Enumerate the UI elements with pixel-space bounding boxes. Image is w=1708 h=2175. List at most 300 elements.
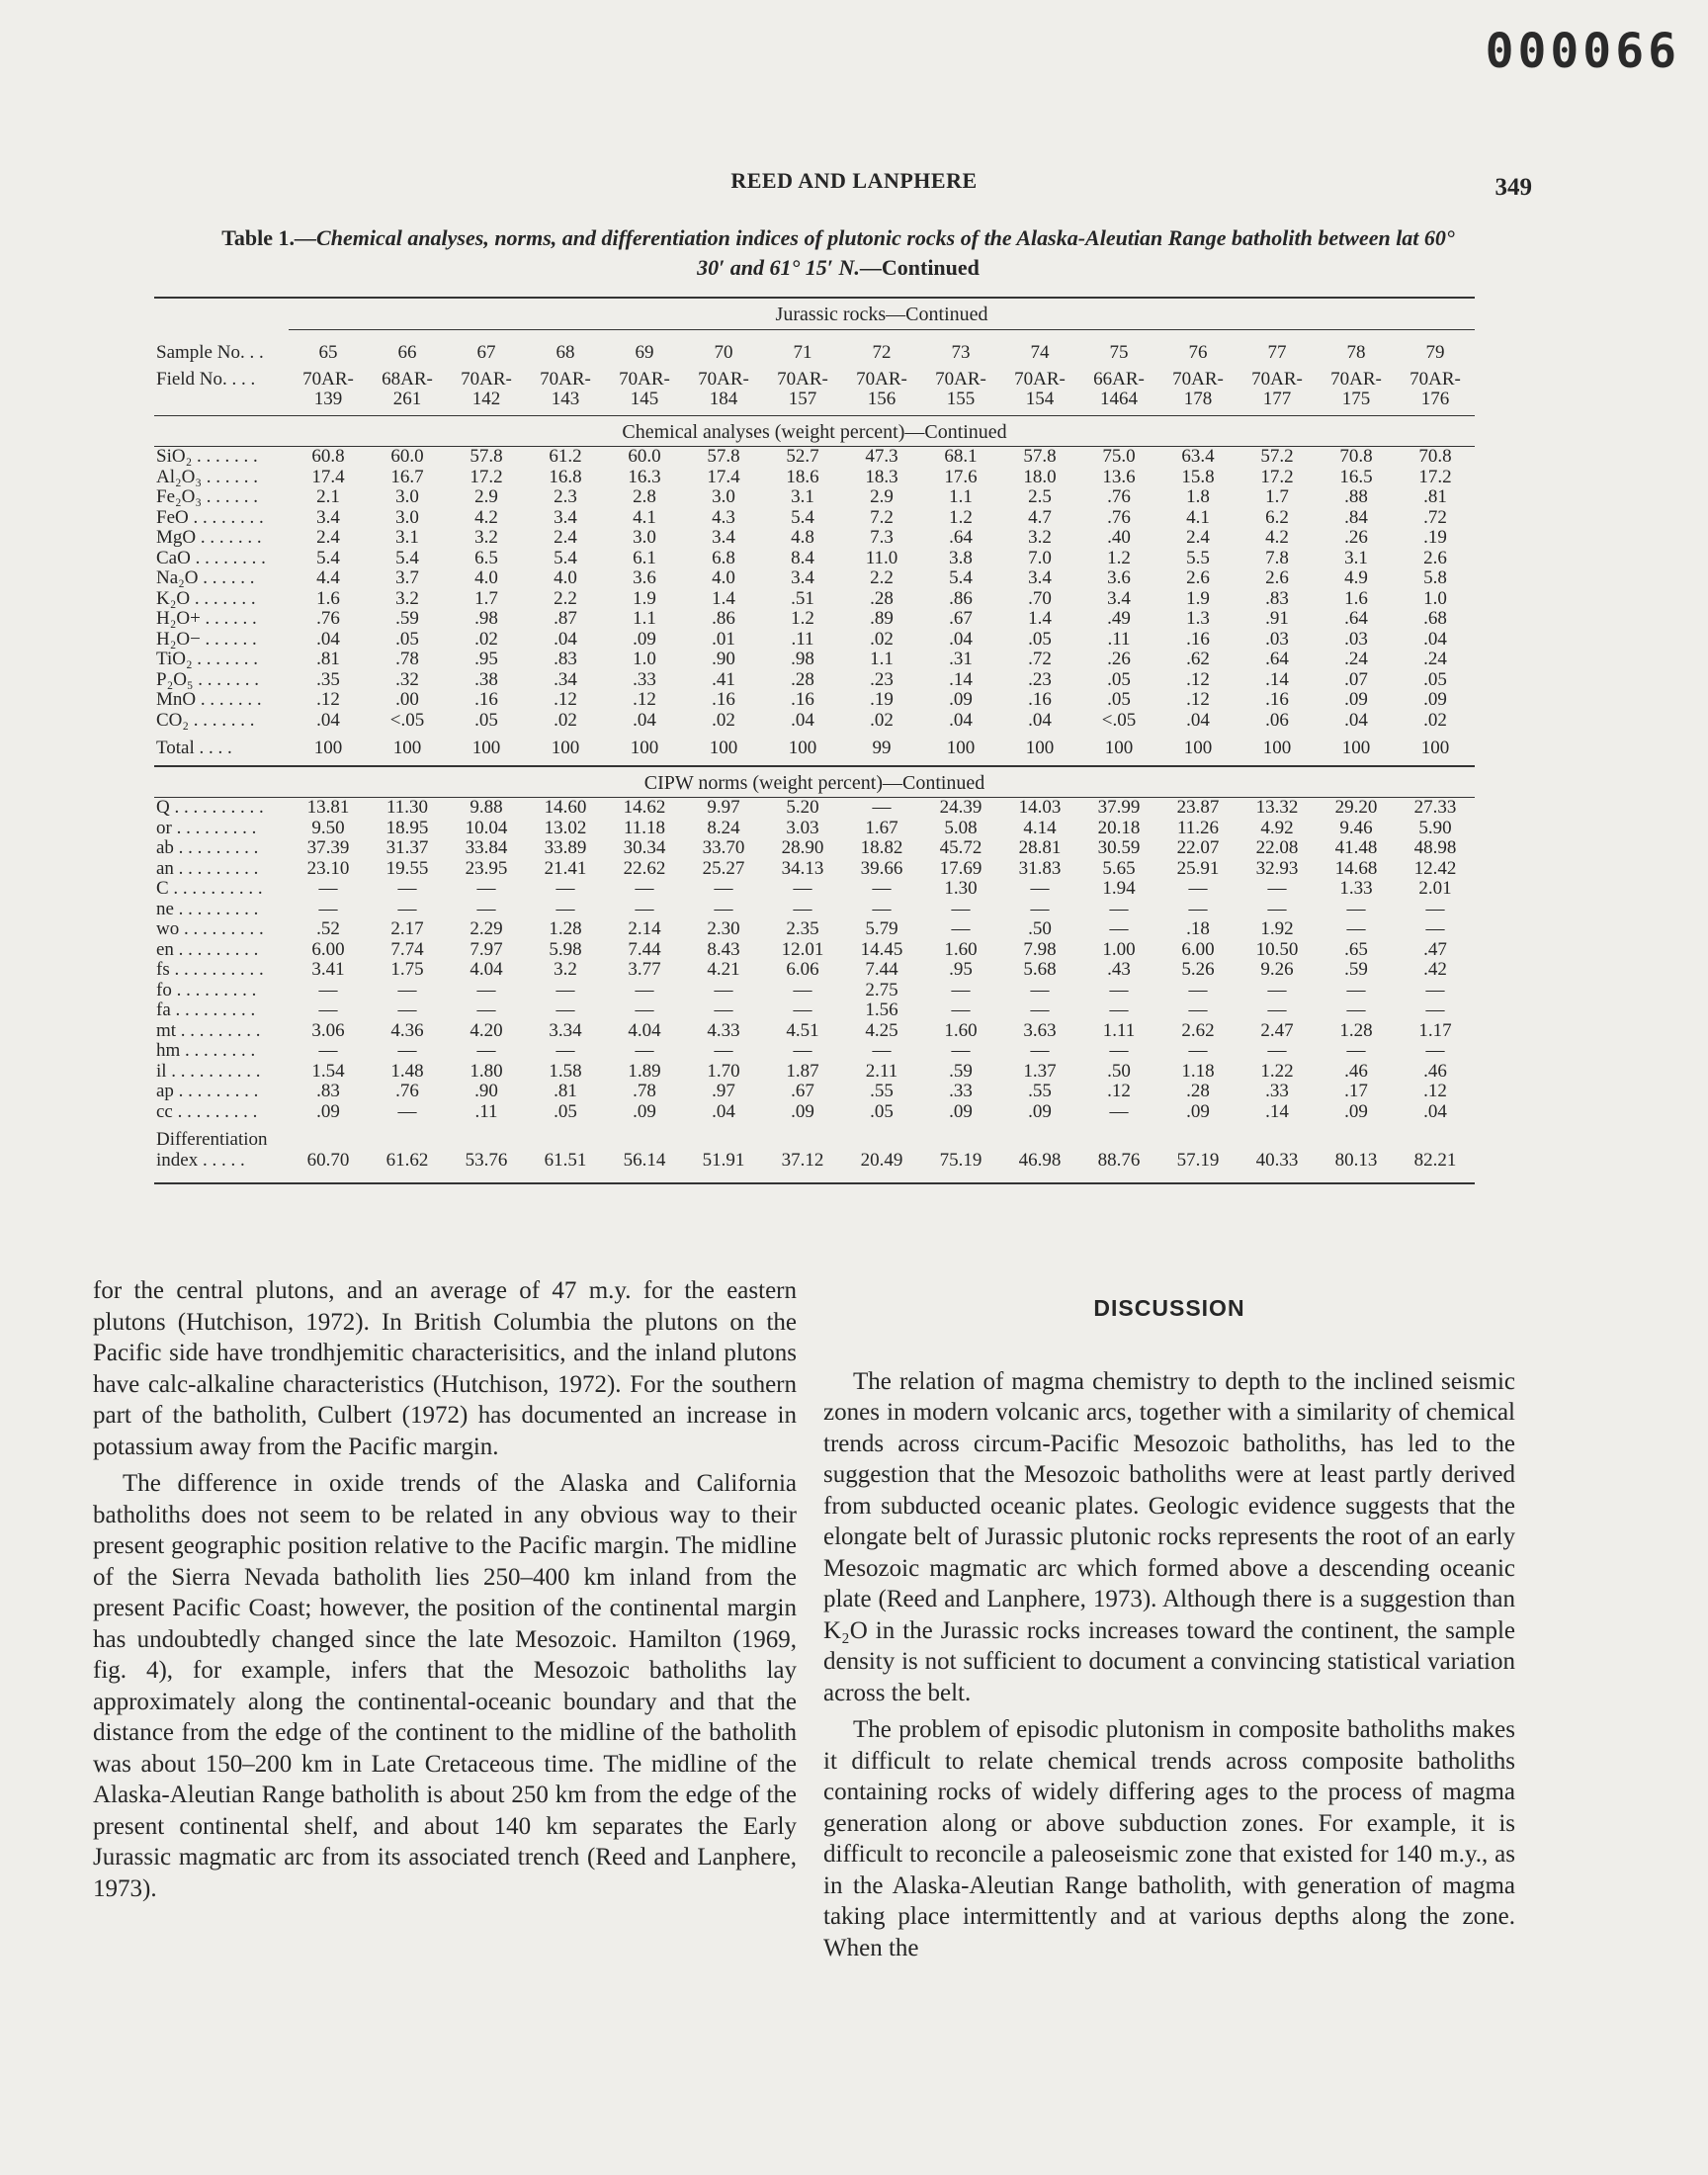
table-cell: .89 [870, 608, 894, 629]
table-cell: .12 [1423, 1081, 1447, 1101]
table-cell: 5.4 [949, 567, 973, 588]
cipw-header-row [154, 766, 1475, 798]
table-cell: .04 [1186, 709, 1210, 731]
sample-number: 77 [1267, 342, 1287, 363]
sample-number: 66 [397, 342, 417, 363]
table-cell: .14 [1265, 668, 1289, 690]
field-number-prefix: 70AR- [698, 368, 749, 390]
table-cell: 3.1 [791, 486, 814, 507]
table-cell: — [1188, 979, 1208, 1000]
table-cell: — [1267, 1000, 1287, 1020]
table-cell: 2.2 [870, 567, 894, 588]
table-cell: 3.2 [554, 959, 577, 980]
field-number-prefix: 70AR- [619, 368, 670, 390]
table-cell: .18 [1186, 918, 1210, 939]
table-cell: .09 [949, 689, 973, 710]
table-cell: 14.03 [1018, 797, 1062, 818]
table-cell: 3.77 [628, 959, 661, 980]
field-number-prefix: 70AR- [1172, 368, 1224, 390]
cipw-row [154, 1021, 1475, 1042]
field-number-suffix: 177 [1262, 388, 1292, 409]
table-cell: .04 [1028, 709, 1052, 731]
table-caption [215, 223, 1461, 283]
table-cell: 34.13 [781, 857, 824, 879]
table-cell: 17.2 [1260, 466, 1294, 487]
table-cell: 3.63 [1023, 1019, 1057, 1041]
di-cell: 61.62 [385, 1149, 429, 1171]
di-cell: 82.21 [1413, 1149, 1457, 1171]
table-cell: — [951, 1000, 971, 1020]
table-cell: .11 [1107, 628, 1131, 650]
table-cell: — [872, 898, 892, 919]
table-cell: .26 [1344, 527, 1368, 548]
table-cell: .81 [1423, 486, 1447, 507]
table-cell: .65 [1344, 938, 1368, 960]
row-label: Na₂O . . . . . . [156, 567, 255, 588]
table-cell: — [1346, 918, 1366, 939]
table-cell: 6.5 [474, 547, 498, 568]
table-cell: 22.62 [623, 857, 666, 879]
table-cell: .23 [1028, 668, 1052, 690]
total-cell: 100 [788, 738, 817, 758]
table-cell: .02 [1423, 709, 1447, 731]
group-header: Jurassic rocks—Continued [289, 298, 1475, 329]
table-cell: .95 [474, 649, 498, 669]
table-cell: 57.8 [470, 446, 503, 467]
table-cell: 7.44 [865, 959, 898, 980]
table-cell: .33 [633, 668, 656, 690]
table-cell: 3.41 [311, 959, 345, 980]
table-cell: 1.9 [633, 587, 656, 609]
table-cell: .04 [554, 628, 577, 650]
table-cell: 3.2 [1028, 527, 1052, 548]
table-cell: 61.2 [549, 446, 582, 467]
table-cell: .70 [1028, 587, 1052, 609]
table-cell: 1.48 [390, 1060, 424, 1082]
caption-lead: Table 1. [221, 225, 296, 250]
chem-row [154, 690, 1475, 711]
field-number-prefix: 68AR- [382, 368, 433, 390]
table-cell: — [318, 979, 338, 1000]
table-cell: — [951, 918, 971, 939]
table-cell: .05 [554, 1100, 577, 1122]
table-cell: 57.8 [1023, 446, 1057, 467]
table-cell: 3.2 [395, 587, 419, 609]
table-cell: 3.7 [395, 567, 419, 588]
cipw-row [154, 798, 1475, 819]
table-cell: .16 [791, 689, 814, 710]
table-cell: 1.1 [633, 608, 656, 629]
field-number [1317, 364, 1396, 409]
row-label: an . . . . . . . . . [156, 857, 259, 879]
table-cell: .46 [1423, 1060, 1447, 1082]
table-cell: 5.65 [1102, 857, 1136, 879]
table-cell: 1.1 [949, 486, 973, 507]
chem-row [154, 711, 1475, 732]
table-cell: 1.2 [791, 608, 814, 629]
table-cell: 3.2 [474, 527, 498, 548]
data-table [154, 297, 1475, 1184]
table-cell: 52.7 [786, 446, 819, 467]
field-number-prefix: 70AR- [1409, 368, 1461, 390]
table-cell: — [1030, 878, 1050, 899]
table-cell: .86 [949, 587, 973, 609]
row-label: ab . . . . . . . . . [156, 837, 259, 858]
table-cell: .04 [949, 709, 973, 731]
table-cell: 1.87 [786, 1060, 819, 1082]
row-label: H₂O+ . . . . . . [156, 608, 257, 629]
table-cell: — [1188, 1000, 1208, 1020]
table-cell: .43 [1107, 959, 1131, 980]
table-cell: 1.30 [944, 878, 978, 899]
table-cell: 2.3 [554, 486, 577, 507]
table-cell: — [635, 1000, 654, 1020]
di-cell: 60.70 [306, 1149, 350, 1171]
table-cell: 68.1 [944, 446, 978, 467]
table-cell: .24 [1423, 649, 1447, 669]
table-cell: — [476, 878, 496, 899]
table-cell: 13.02 [544, 817, 587, 838]
field-number [605, 364, 684, 409]
chem-rows [154, 447, 1475, 732]
table-cell: .46 [1344, 1060, 1368, 1082]
field-number [447, 364, 526, 409]
table-cell: .51 [791, 587, 814, 609]
table-cell: .50 [1028, 918, 1052, 939]
total-cell: 100 [1025, 738, 1055, 758]
table-cell: <.05 [1101, 709, 1137, 731]
table-cell: 39.66 [860, 857, 903, 879]
table-cell: .87 [554, 608, 577, 629]
table-cell: 1.94 [1102, 878, 1136, 899]
table-cell: — [1346, 1040, 1366, 1061]
table-cell: — [555, 1000, 575, 1020]
document-stamp: 000066 [1485, 24, 1680, 79]
table-cell: .33 [1265, 1081, 1289, 1101]
table-cell: 6.1 [633, 547, 656, 568]
table-cell: .28 [1186, 1081, 1210, 1101]
paragraph: The relation of magma chemistry to depth to the inclined seismic zones in modern volcanic arcs, together with a similarity of chemical trends across circum-Pacific Mesozoic batholiths, has led to the suggestion that the Mesozoic batholiths were at least partly derived from subducted oceanic plates. Geologic evidence suggests that the elongate belt of Jurassic plutonic rocks represents the root of an early Mesozoic magmatic arc which formed above a descending oceanic plate (Reed and Lanphere, 1973). Although there is a suggestion than K₂O in the Jurassic rocks increases toward the continent, the sample density is not sufficient to document a convincing statistical variation across the belt. [823, 1367, 1515, 1706]
table-cell: — [1030, 1000, 1050, 1020]
row-label: Fe₂O₃ . . . . . . [156, 486, 258, 507]
table-cell: 3.4 [1107, 587, 1131, 609]
table-cell: 5.8 [1423, 567, 1447, 588]
table-cell: .31 [949, 649, 973, 669]
field-number-suffix: 178 [1183, 388, 1213, 409]
table-cell: — [318, 1000, 338, 1020]
table-cell: 1.33 [1339, 878, 1373, 899]
table-cell: .83 [1265, 587, 1289, 609]
table-cell: 2.6 [1265, 567, 1289, 588]
field-number-suffix: 155 [946, 388, 976, 409]
table-cell: 60.0 [390, 446, 424, 467]
field-number [368, 364, 447, 409]
table-cell: .09 [1423, 689, 1447, 710]
cipw-row [154, 900, 1475, 920]
table-cell: 4.0 [712, 567, 735, 588]
table-cell: 4.4 [316, 567, 340, 588]
table-cell: 2.29 [470, 918, 503, 939]
table-cell: 32.93 [1255, 857, 1299, 879]
table-cell: .19 [870, 689, 894, 710]
total-cell: 100 [709, 738, 738, 758]
table-cell: — [793, 878, 812, 899]
table-cell: .16 [712, 689, 735, 710]
table-cell: .09 [1028, 1100, 1052, 1122]
table-cell: 5.4 [791, 506, 814, 528]
table-cell: 23.87 [1176, 797, 1220, 818]
table-cell: 1.4 [712, 587, 735, 609]
table-cell: — [1188, 1040, 1208, 1061]
table-cell: 7.44 [628, 938, 661, 960]
table-cell: 7.8 [1265, 547, 1289, 568]
table-cell: 3.4 [316, 506, 340, 528]
total-cell: 100 [551, 738, 580, 758]
cipw-row [154, 1082, 1475, 1102]
row-label: or . . . . . . . . . [156, 817, 257, 838]
table-cell: 3.4 [1028, 567, 1052, 588]
row-label: MnO . . . . . . . [156, 689, 262, 710]
total-row [154, 731, 1475, 766]
table-cell: .38 [474, 668, 498, 690]
table-cell: .49 [1107, 608, 1131, 629]
field-number-suffix: 156 [867, 388, 897, 409]
row-label: hm . . . . . . . . [156, 1040, 256, 1061]
table-cell: 4.92 [1260, 817, 1294, 838]
field-number [842, 364, 921, 409]
table-cell: .05 [1107, 689, 1131, 710]
table-cell: .64 [1344, 608, 1368, 629]
table-cell: .16 [1028, 689, 1052, 710]
table-cell: .05 [474, 709, 498, 731]
field-number-suffix: 175 [1341, 388, 1371, 409]
table-cell: 14.45 [860, 938, 903, 960]
total-cell: 100 [1183, 738, 1213, 758]
table-cell: 1.2 [949, 506, 973, 528]
table-cell: .05 [870, 1100, 894, 1122]
table-cell: <.05 [389, 709, 425, 731]
table-cell: 30.59 [1097, 837, 1141, 858]
table-cell: — [1030, 1040, 1050, 1061]
table-cell: 17.4 [311, 466, 345, 487]
di-cell: 40.33 [1255, 1149, 1299, 1171]
table-cell: .04 [791, 709, 814, 731]
total-cell: 100 [313, 738, 343, 758]
table-cell: 1.89 [628, 1060, 661, 1082]
table-cell: 2.2 [554, 587, 577, 609]
table-cell: .67 [949, 608, 973, 629]
table-cell: .02 [870, 709, 894, 731]
table-cell: 17.4 [707, 466, 740, 487]
table-cell: — [1267, 979, 1287, 1000]
di-cell: 46.98 [1018, 1149, 1062, 1171]
table-cell: .98 [474, 608, 498, 629]
table-cell: 8.4 [791, 547, 814, 568]
table-cell: .04 [1344, 709, 1368, 731]
field-number-suffix: 176 [1420, 388, 1450, 409]
table-cell: 5.4 [395, 547, 419, 568]
row-label: SiO₂ . . . . . . . [156, 446, 258, 467]
table-cell: .59 [1344, 959, 1368, 980]
table-cell: 22.08 [1255, 837, 1299, 858]
row-label: wo . . . . . . . . . [156, 918, 264, 939]
table-cell: 3.0 [712, 486, 735, 507]
field-label: Field No. . . . [156, 368, 256, 390]
table-cell: .02 [870, 628, 894, 650]
chem-row [154, 549, 1475, 569]
table-cell: 5.4 [316, 547, 340, 568]
cipw-row [154, 819, 1475, 839]
table-cell: .84 [1344, 506, 1368, 528]
table-cell: 18.6 [786, 466, 819, 487]
table-cell: 33.89 [544, 837, 587, 858]
table-cell: 60.0 [628, 446, 661, 467]
chem-row [154, 650, 1475, 670]
table-cell: .16 [474, 689, 498, 710]
table-cell: .88 [1344, 486, 1368, 507]
field-number-suffix: 1464 [1100, 388, 1138, 409]
table-cell: .72 [1423, 506, 1447, 528]
table-cell: 5.08 [944, 817, 978, 838]
table-cell: .41 [712, 668, 735, 690]
chem-row [154, 568, 1475, 589]
table-cell: 23.10 [306, 857, 350, 879]
total-cell: 100 [392, 738, 422, 758]
table-cell: .76 [316, 608, 340, 629]
di-label-line1: Differentiation [156, 1129, 268, 1150]
table-cell: 70.8 [1418, 446, 1452, 467]
table-cell: — [397, 878, 417, 899]
table-cell: 1.11 [1102, 1019, 1136, 1041]
chem-row [154, 528, 1475, 549]
table-cell: 29.20 [1334, 797, 1378, 818]
table-cell: 1.92 [1260, 918, 1294, 939]
table-cell: .78 [633, 1081, 656, 1101]
table-cell: — [1425, 1000, 1445, 1020]
section-heading: DISCUSSION [1093, 1295, 1245, 1321]
table-cell: .64 [949, 527, 973, 548]
table-cell: — [793, 979, 812, 1000]
field-number-prefix: 70AR- [302, 368, 354, 390]
total-cell: 99 [872, 738, 892, 758]
paragraph: for the central plutons, and an average of 47 m.y. for the eastern plutons (Hutchison, 1972). In British Columbia the plutons on the Pacific side have trondhjemitic characterisitics, and the inland plutons have calc-alkaline characteristics (Hutchison, 1972). For the southern part of the batholith, Culbert (1972) has documented an increase in potassium away from the Pacific margin. [93, 1277, 797, 1460]
table-cell: 19.55 [385, 857, 429, 879]
table-cell: 24.39 [939, 797, 982, 818]
table-cell: 4.0 [554, 567, 577, 588]
table-cell: 1.0 [1423, 587, 1447, 609]
table-cell: .02 [474, 628, 498, 650]
table-cell: 4.1 [633, 506, 656, 528]
table-cell: .04 [316, 709, 340, 731]
table-cell: 2.01 [1418, 878, 1452, 899]
table-cell: .03 [1265, 628, 1289, 650]
table-cell: .64 [1265, 649, 1289, 669]
table-cell: .12 [554, 689, 577, 710]
row-label: P₂O₅ . . . . . . . [156, 668, 260, 690]
table-cell: — [951, 979, 971, 1000]
table-cell: 11.18 [623, 817, 666, 838]
di-cell: 61.51 [544, 1149, 587, 1171]
field-number-row [154, 364, 1475, 409]
field-number [1396, 364, 1475, 409]
table-cell: .91 [1265, 608, 1289, 629]
table-cell: 6.00 [1181, 938, 1215, 960]
table-cell: .04 [633, 709, 656, 731]
chem-row [154, 670, 1475, 691]
table-cell: 4.2 [474, 506, 498, 528]
table-cell: .55 [1028, 1081, 1052, 1101]
table-cell: 31.83 [1018, 857, 1062, 879]
table-cell: 37.99 [1097, 797, 1141, 818]
table-cell: .05 [1028, 628, 1052, 650]
table-cell: 18.0 [1023, 466, 1057, 487]
table-cell: 1.28 [1339, 1019, 1373, 1041]
row-label: K₂O . . . . . . . [156, 587, 256, 609]
table-cell: 1.37 [1023, 1060, 1057, 1082]
table-cell: 18.95 [385, 817, 429, 838]
field-number-suffix: 157 [788, 388, 817, 409]
field-number-suffix: 143 [551, 388, 580, 409]
table-cell: .23 [870, 668, 894, 690]
table-cell: 1.7 [474, 587, 498, 609]
table-cell: .12 [1186, 689, 1210, 710]
table-cell: .14 [949, 668, 973, 690]
table-cell: 1.54 [311, 1060, 345, 1082]
table-cell: 4.04 [628, 1019, 661, 1041]
table-cell: — [476, 1000, 496, 1020]
table-cell: 5.79 [865, 918, 898, 939]
di-label [154, 1122, 289, 1180]
table-cell: 1.67 [865, 817, 898, 838]
sample-number: 75 [1109, 342, 1129, 363]
table-cell: 25.27 [702, 857, 745, 879]
di-cell: 56.14 [623, 1149, 666, 1171]
table-cell: .90 [474, 1081, 498, 1101]
table-cell: 2.4 [554, 527, 577, 548]
table-cell: 2.17 [390, 918, 424, 939]
row-label: H₂O− . . . . . . [156, 628, 257, 650]
table-cell: 16.8 [549, 466, 582, 487]
row-label: ne . . . . . . . . . [156, 898, 259, 919]
table-cell: .05 [1107, 668, 1131, 690]
table-cell: 70.8 [1339, 446, 1373, 467]
table-cell: .19 [1423, 527, 1447, 548]
table-cell: 4.21 [707, 959, 740, 980]
table-cell: 28.81 [1018, 837, 1062, 858]
table-cell: .02 [554, 709, 577, 731]
table-cell: .03 [1344, 628, 1368, 650]
table-cell: .24 [1344, 649, 1368, 669]
sample-number: 74 [1030, 342, 1050, 363]
running-head: REED AND LANPHERE [730, 168, 978, 193]
table-cell: .97 [712, 1081, 735, 1101]
table-cell: 6.2 [1265, 506, 1289, 528]
table-cell: .81 [554, 1081, 577, 1101]
page-number: 349 [1494, 174, 1532, 201]
sample-number: 76 [1188, 342, 1208, 363]
table-cell: .11 [791, 628, 814, 650]
table-cell: 1.28 [549, 918, 582, 939]
table-cell: 14.60 [544, 797, 587, 818]
table-cell: .28 [791, 668, 814, 690]
row-label: Al₂O₃ . . . . . . [156, 466, 258, 487]
table-cell: .09 [633, 628, 656, 650]
table-cell: 3.8 [949, 547, 973, 568]
table-cell: .76 [1107, 506, 1131, 528]
table-cell: .33 [949, 1081, 973, 1101]
table-cell: 1.75 [390, 959, 424, 980]
table-cell: 1.18 [1181, 1060, 1215, 1082]
